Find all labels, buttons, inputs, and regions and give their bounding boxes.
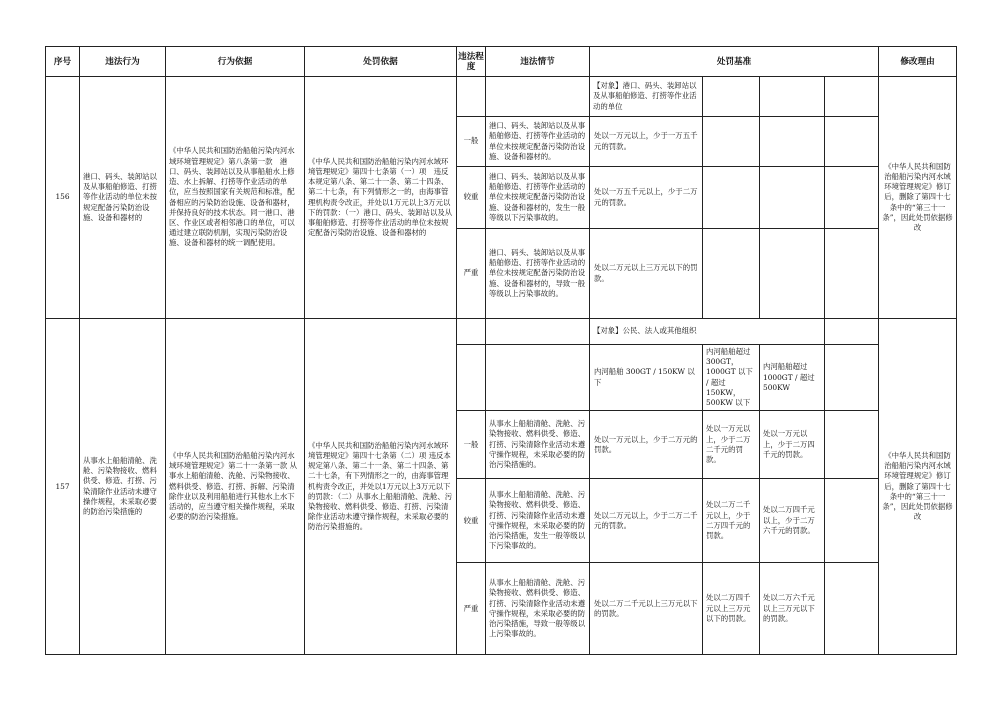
degree-label: 一般: [457, 411, 486, 479]
degree-label: 严重: [457, 563, 486, 655]
ship-class-medium: 内河船舶超过 300GT，1000GT 以下 / 超过 150KW，500KW 以下: [703, 345, 760, 411]
empty-cell: [825, 319, 879, 345]
standard-text: 处以二万六千元以上三万元以下的罚款。: [760, 563, 825, 655]
empty-cell: [825, 229, 879, 319]
act-basis: 《中华人民共和国防治船舶污染内河水域环境管理规定》第二十一条第一款 从事水上船舶清舱、洗舱、污染物接收、燃料供受、修造、打捞、拆解、污染清除作业以及利用船舶进行其他水上水下活动的，应当遵守相关操作规程，采取必要的防治污染措施。: [166, 319, 305, 655]
degree-label: 较重: [457, 167, 486, 229]
header-degree: 违法程度: [457, 47, 486, 77]
empty-cell: [760, 77, 825, 117]
header-standard: 处罚基准: [590, 47, 879, 77]
standard-text: 处以一万元以上，少于二万元的罚款。: [590, 411, 703, 479]
degree-label: 一般: [457, 117, 486, 167]
empty-cell: [825, 479, 879, 563]
ship-class-small: 内河船舶 300GT / 150KW 以下: [590, 345, 703, 411]
act-basis: 《中华人民共和国防治船舶污染内河水域环境管理规定》第八条第一款 港口、码头、装卸站以及从事船舶水上修造、水上拆解、打捞等作业活动的单位，应当按照国家有关规范和标准，配备相应的污染防治设施、设备和器材，并保持良好的技术状态。同一港口、港区、作业区或者相邻港口的单位，可以通过建立联防机制，实现污染防治设施、设备和器材的统一调配使用。: [166, 77, 305, 319]
header-basis: 行为依据: [166, 47, 305, 77]
circumstance-text: 从事水上船舶清舱、洗舱、污染物接收、燃料供受、修造、打捞、污染清除作业活动未遵守操作规程，未采取必要的防治污染措施的。: [486, 411, 590, 479]
object-label: 【对象】港口、码头、装卸站以及从事船舶修造、打捞等作业活动的单位: [590, 77, 703, 117]
empty-cell: [760, 167, 825, 229]
header-no: 序号: [46, 47, 80, 77]
row-number: 157: [46, 319, 80, 655]
header-row: [46, 47, 957, 77]
circumstance-text: 从事水上船舶清舱、洗舱、污染物接收、燃料供受、修造、打捞、污染清除作业活动未遵守操作规程，未采取必要的防治污染措施，导致一般等级以上污染事故的。: [486, 563, 590, 655]
standard-text: 处以二万元以上，少于二万二千元的罚款。: [590, 479, 703, 563]
standard-text: 处以一万五千元以上，少于二万元的罚款。: [590, 167, 703, 229]
empty-cell: [703, 229, 760, 319]
table-row: [46, 319, 957, 345]
empty-cell: [703, 117, 760, 167]
row-number: 156: [46, 77, 80, 319]
empty-cell: [760, 229, 825, 319]
standard-text: 处以二万四千元以上三万元以下的罚款。: [703, 563, 760, 655]
empty-cell: [825, 411, 879, 479]
violation-act: 从事水上船舶清舱、洗舱、污染物接收、燃料供受、修造、打捞、污染清除作业活动未遵守操作规程，未采取必要的防治污染措施的: [80, 319, 166, 655]
empty-cell: [825, 345, 879, 411]
empty-cell: [486, 345, 590, 411]
object-label: 【对象】公民、法人或其他组织: [590, 319, 825, 345]
empty-cell: [703, 77, 760, 117]
standard-text: 处以二万二千元以上，少于二万四千元的罚款。: [703, 479, 760, 563]
standard-text: 处以二万二千元以上三万元以下的罚款。: [590, 563, 703, 655]
header-circumstance: 违法情节: [486, 47, 590, 77]
header-reason: 修改理由: [879, 47, 957, 77]
standard-text: 处以一万元以上，少于二万四千元的罚款。: [760, 411, 825, 479]
violation-act: 港口、码头、装卸站以及从事船舶修造、打捞等作业活动的单位未按规定配备污染防治设施、设备和器材的: [80, 77, 166, 319]
empty-cell: [486, 77, 590, 117]
circumstance-text: 从事水上船舶清舱、洗舱、污染物接收、燃料供受、修造、打捞、污染清除作业活动未遵守操作规程，未采取必要的防治污染措施，发生一般等级以下污染事故的。: [486, 479, 590, 563]
penalty-basis: 《中华人民共和国防治船舶污染内河水域环境管理规定》第四十七条第（一）项 违反本规定第八条、第二十一条、第二十四条、第二十七条，有下列情形之一的，由海事管理机构责令改正，并处以1万元以上3万元以下的罚款：（一）港口、码头、装卸站以及从事船舶修造、打捞等作业活动的单位未按规定配备污染防治设施、设备和器材的: [305, 77, 457, 319]
empty-cell: [825, 117, 879, 167]
standard-text: 处以二万四千元以上，少于二万六千元的罚款。: [760, 479, 825, 563]
degree-label: 较重: [457, 479, 486, 563]
ship-class-large: 内河船舶超过 1000GT / 超过 500KW: [760, 345, 825, 411]
circumstance-text: 港口、码头、装卸站以及从事船舶修造、打捞等作业活动的单位未按规定配备污染防治设施、设备和器材的，导致一般等级以上污染事故的。: [486, 229, 590, 319]
header-act: 违法行为: [80, 47, 166, 77]
empty-cell: [457, 77, 486, 117]
empty-cell: [825, 563, 879, 655]
table-row: [46, 77, 957, 117]
empty-cell: [825, 77, 879, 117]
empty-cell: [457, 319, 486, 345]
standard-text: 处以一万元以上，少于一万五千元的罚款。: [590, 117, 703, 167]
penalty-standard-table: [45, 46, 957, 655]
empty-cell: [486, 319, 590, 345]
degree-label: 严重: [457, 229, 486, 319]
circumstance-text: 港口、码头、装卸站以及从事船舶修造、打捞等作业活动的单位未按规定配备污染防治设施、设备和器材的。: [486, 117, 590, 167]
revision-reason: 《中华人民共和国防治船舶污染内河水域环境管理规定》修订后，删除了第四十七条中的“第三十一条”，因此处罚依据修改: [879, 77, 957, 319]
revision-reason: 《中华人民共和国防治船舶污染内河水域环境管理规定》修订后，删除了第四十七条中的“第三十一条”，因此处罚依据修改: [879, 319, 957, 655]
empty-cell: [703, 167, 760, 229]
header-penalty-basis: 处罚依据: [305, 47, 457, 77]
penalty-basis: 《中华人民共和国防治船舶污染内河水域环境管理规定》第四十七条第（二）项 违反本规定第八条、第二十一条、第二十四条、第二十七条，有下列情形之一的，由海事管理机构责令改正，并处以1万元以上3万元以下的罚款：（二）从事水上船舶清舱、洗舱、污染物接收、燃料供受、修造、打捞、污染清除作业活动未遵守操作规程，未采取必要的防治污染措施的。: [305, 319, 457, 655]
empty-cell: [457, 345, 486, 411]
empty-cell: [760, 117, 825, 167]
standard-text: 处以二万元以上三万元以下的罚款。: [590, 229, 703, 319]
empty-cell: [825, 167, 879, 229]
standard-text: 处以一万元以上，少于二万二千元的罚款。: [703, 411, 760, 479]
circumstance-text: 港口、码头、装卸站以及从事船舶修造、打捞等作业活动的单位未按规定配备污染防治设施、设备和器材的，发生一般等级以下污染事故的。: [486, 167, 590, 229]
